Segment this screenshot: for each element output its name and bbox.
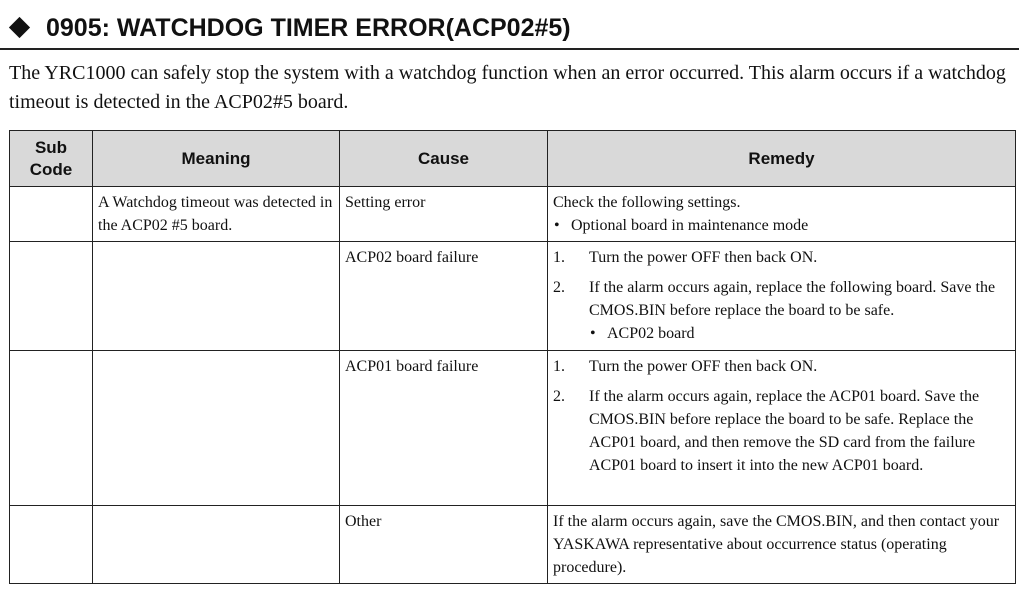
remedy-step: 1. Turn the power OFF then back ON. [553, 249, 818, 266]
header-sub-code: Sub Code [10, 131, 93, 187]
remedy-step: 2. If the alarm occurs again, replace the following board. Save the CMOS.BIN before replace the board to be safe. • ACP02 board [553, 276, 1009, 345]
remedy-cell [548, 351, 1016, 506]
meaning-cell [93, 351, 340, 506]
table-row [10, 351, 1016, 506]
remedy-cell: If the alarm occurs again, save the CMOS.BIN, and then contact your YASKAWA representative about occurrence status (operating procedure). [548, 506, 1016, 584]
remedy-step: 1. Turn the power OFF then back ON. [553, 358, 818, 375]
alarm-title: 0905: WATCHDOG TIMER ERROR(ACP02#5) [46, 14, 571, 42]
sub-code-cell [10, 187, 93, 242]
remedy-cell [548, 242, 1016, 351]
remedy-text: Check the following settings. [553, 194, 741, 211]
remedy-bullet: • ACP02 board [589, 322, 1009, 345]
remedy-steps [553, 355, 1009, 477]
remedy-step: 2. If the alarm occurs again, replace the ACP01 board. Save the CMOS.BIN before replace the board to be safe. Replace the ACP01 board, and then remove the SD card from the failure ACP01 board to insert it into the new ACP01 board. [553, 388, 980, 474]
remedy-steps [553, 246, 1009, 345]
alarm-table [9, 130, 1016, 584]
table-row [10, 242, 1016, 351]
header-remedy: Remedy [548, 131, 1016, 187]
sub-code-cell [10, 351, 93, 506]
sub-code-cell [10, 506, 93, 584]
header-meaning: Meaning [93, 131, 340, 187]
remedy-bullet: • Optional board in maintenance mode [553, 214, 1009, 237]
intro-paragraph: The YRC1000 can safely stop the system with a watchdog function when an error occurred. This alarm occurs if a watchdog timeout is detected in the ACP02#5 board. [9, 62, 1006, 113]
section-heading [0, 0, 1019, 50]
bullet-dot-icon: • [590, 325, 596, 342]
cause-cell: ACP02 board failure [340, 242, 548, 351]
table-row [10, 187, 1016, 242]
cause-cell: Other [340, 506, 548, 584]
table-header-row [10, 131, 1016, 187]
diamond-icon [9, 17, 30, 38]
cause-cell: ACP01 board failure [340, 351, 548, 506]
meaning-cell [93, 242, 340, 351]
bullet-dot-icon: • [554, 217, 560, 234]
meaning-cell: A Watchdog timeout was detected in the ACP02 #5 board. [93, 187, 340, 242]
cause-cell: Setting error [340, 187, 548, 242]
table-row [10, 506, 1016, 584]
header-cause: Cause [340, 131, 548, 187]
remedy-cell [548, 187, 1016, 242]
sub-code-cell [10, 242, 93, 351]
meaning-cell [93, 506, 340, 584]
